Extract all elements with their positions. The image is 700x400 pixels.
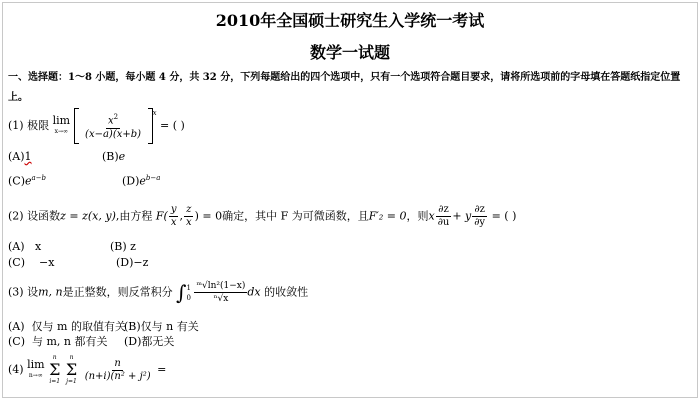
q2-plus: + y — [452, 209, 472, 223]
q1-num: x — [108, 115, 114, 127]
q4-sum1-top: n — [52, 354, 57, 361]
q4-sum-1 — [49, 354, 60, 386]
q3-limits — [187, 283, 191, 303]
q3-integral: ∫ — [176, 280, 187, 305]
q2-f2-num: z — [186, 204, 192, 215]
q4-sum-2 — [66, 354, 77, 386]
q3-mn: m, n — [38, 285, 63, 299]
q1-option-b — [102, 150, 125, 163]
q4-sum2-top: n — [69, 354, 74, 361]
q1-option-c — [8, 174, 46, 188]
q4-lim — [27, 359, 44, 381]
q2-prefix: (2) 设函数 — [8, 209, 61, 223]
section-instructions-text: 一、选择题：1～8 小题，每小题 4 分，共 32 分，下列每题给出的四个选项中，只有一个选项符合题目要求，请将所选项前的字母填在答题纸指定位置上。 — [8, 72, 681, 103]
section-instructions — [8, 68, 692, 108]
q2-suffix: = ( ) — [491, 209, 517, 223]
q2-deriv-1 — [436, 204, 452, 229]
q1-outer-pow: x — [152, 109, 157, 117]
q1-left-bracket — [74, 108, 79, 144]
q2-frac-2 — [184, 204, 194, 229]
q4-den: (n+i)(n² + j²) — [84, 370, 151, 382]
q4-sum1-bot: i=1 — [49, 378, 61, 385]
exam-title: 2010年全国硕士研究生入学统一考试 — [215, 11, 485, 30]
question-4 — [8, 354, 166, 386]
q2-f2-den: x — [185, 217, 192, 228]
q1-right-bracket — [148, 108, 153, 144]
q2-d2-num: ∂z — [474, 204, 485, 215]
q3-upper: 1 — [186, 283, 191, 292]
q4-fraction — [83, 358, 153, 383]
q2-Fz: F′₂ = 0 — [368, 209, 407, 223]
question-1 — [8, 108, 185, 144]
q1-opt-c-pow: a−b — [31, 174, 47, 182]
q1-lim-sub: x→∞ — [54, 128, 69, 135]
q2-f1-num: y — [170, 204, 177, 215]
q1-option-a — [8, 150, 32, 163]
q2-close: ) = 0 — [194, 209, 223, 223]
q1-opt-b-value: e — [118, 150, 126, 163]
q4-sum2-bot: j=1 — [66, 378, 77, 385]
q2-F: F( — [155, 209, 168, 223]
q1-suffix: = ( ) — [160, 119, 185, 132]
q2-mid2: 确定，其中 F 为可微函数，且 — [222, 209, 369, 223]
q3-prefix: (3) 设 — [8, 285, 39, 299]
q1-fraction — [83, 111, 143, 140]
q3-option-d: (D)都无关 — [124, 335, 175, 348]
q2-comma: , — [179, 209, 183, 223]
q4-sigma-1: Σ — [49, 360, 61, 379]
q1-opt-d-label: (D) — [122, 174, 140, 188]
q3-den: ⁿ√x — [213, 294, 229, 304]
q1-opt-c-label: (C) — [8, 174, 25, 188]
q4-lim-text: lim — [27, 358, 45, 371]
q4-sigma-2: Σ — [65, 360, 78, 379]
q3-option-a: (A) 仅与 m 的取值有关 — [8, 320, 126, 333]
q2-d1-num: ∂z — [438, 204, 449, 215]
q3-suffix: 的收敛性 — [264, 285, 309, 299]
q4-prefix: (4) — [8, 363, 24, 376]
q4-suffix: = — [157, 363, 167, 376]
q2-mid1: ,由方程 — [115, 209, 153, 223]
q1-opt-c-value: e — [25, 174, 32, 188]
q1-opt-a-value: 1 — [24, 150, 32, 163]
q1-opt-b-label: (B) — [102, 150, 119, 163]
q2-x: x — [428, 209, 435, 223]
q4-lim-sub: n→∞ — [28, 372, 43, 379]
q3-option-c: (C) 与 m, n 都有关 — [8, 335, 108, 348]
q2-option-d: (D)−z — [116, 256, 149, 269]
q1-lim — [53, 115, 70, 137]
q2-option-a: (A) x — [8, 240, 42, 253]
q2-mid3: ，则 — [406, 209, 429, 223]
q1-option-d — [122, 174, 160, 188]
q3-fraction — [194, 280, 247, 305]
q3-option-b: (B)仅与 n 有关 — [124, 320, 199, 333]
exam-subtitle: 数学一试题 — [309, 43, 390, 62]
q1-opt-d-pow: b−a — [145, 174, 161, 182]
q2-d2-den: ∂y — [474, 217, 486, 228]
question-3 — [8, 280, 308, 305]
question-2 — [8, 204, 516, 229]
q2-d1-den: ∂u — [437, 217, 450, 228]
q3-dx: dx — [247, 285, 261, 299]
q1-opt-d-value: e — [139, 174, 146, 188]
q1-lim-text: lim — [52, 114, 71, 127]
q2-f1-den: x — [170, 217, 177, 228]
q1-den: (x−a)(x+b) — [85, 128, 142, 140]
q3-mid: 是正整数，则反常积分 — [62, 285, 173, 299]
q2-func: z = z(x, y) — [60, 209, 116, 223]
q1-prefix: (1) 极限 — [8, 119, 50, 132]
q4-num: n — [114, 357, 121, 369]
q2-option-c: (C) −x — [8, 256, 55, 269]
q2-frac-1 — [169, 204, 179, 229]
q3-num: ᵐ√ln²(1−x) — [196, 281, 246, 291]
q3-lower: 0 — [186, 293, 191, 302]
q1-num-pow: 2 — [113, 113, 119, 122]
q2-deriv-2 — [472, 204, 487, 229]
q2-option-b: (B) z — [110, 240, 136, 253]
q1-opt-a-label: (A) — [8, 150, 25, 163]
